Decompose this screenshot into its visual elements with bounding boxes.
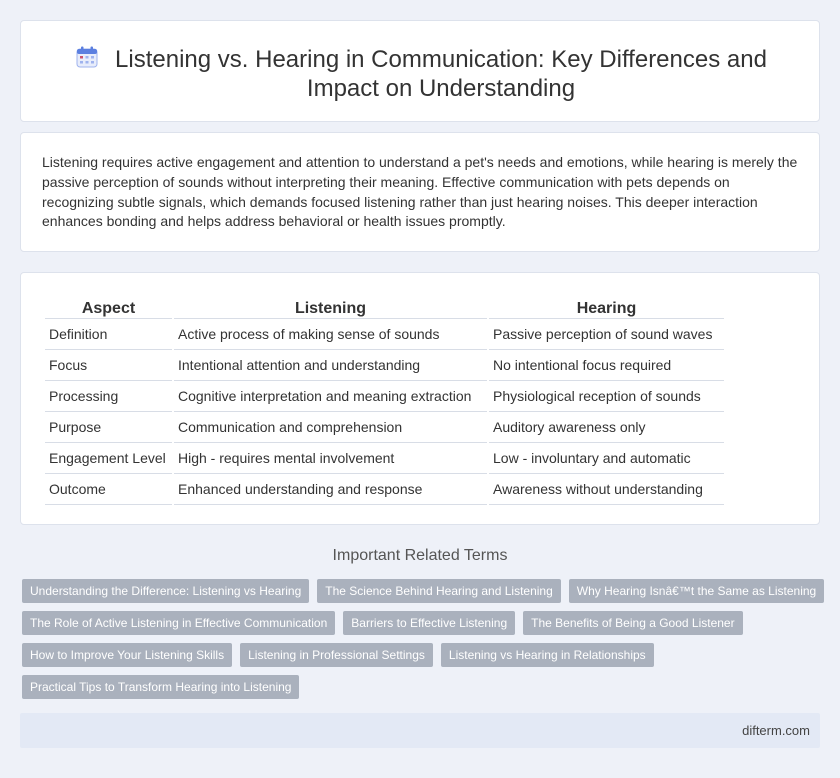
table-cell: Auditory awareness only <box>489 412 724 443</box>
tag-row <box>22 611 822 635</box>
related-terms-list <box>22 579 822 707</box>
tag-row <box>22 643 822 667</box>
table-cell: Focus <box>45 350 172 381</box>
comparison-table <box>43 295 726 505</box>
related-term-link[interactable]: Practical Tips to Transform Hearing into Listening <box>22 675 299 699</box>
footer-site-name: difterm.com <box>742 723 810 738</box>
related-terms-heading: Important Related Terms <box>332 547 508 564</box>
table-cell: Definition <box>45 319 172 350</box>
table-cell: High - requires mental involvement <box>174 443 487 474</box>
table-row <box>45 381 724 412</box>
table-cell: Physiological reception of sounds <box>489 381 724 412</box>
related-term-link[interactable]: How to Improve Your Listening Skills <box>22 643 232 667</box>
table-cell: Passive perception of sound waves <box>489 319 724 350</box>
table-row <box>45 350 724 381</box>
related-term-link[interactable]: Listening vs Hearing in Relationships <box>441 643 654 667</box>
related-term-link[interactable]: The Science Behind Hearing and Listening <box>317 579 560 603</box>
header-aspect: Aspect <box>45 295 172 319</box>
footer <box>20 713 820 748</box>
table-cell: Engagement Level <box>45 443 172 474</box>
table-cell: Communication and comprehension <box>174 412 487 443</box>
related-term-link[interactable]: The Benefits of Being a Good Listener <box>523 611 742 635</box>
table-cell: Cognitive interpretation and meaning extraction <box>174 381 487 412</box>
table-row <box>45 319 724 350</box>
related-term-link[interactable]: The Role of Active Listening in Effective Communication <box>22 611 335 635</box>
table-cell: Purpose <box>45 412 172 443</box>
related-term-link[interactable]: Barriers to Effective Listening <box>343 611 515 635</box>
title-card <box>20 20 820 122</box>
table-header-row <box>45 295 724 319</box>
table-cell: Processing <box>45 381 172 412</box>
related-term-link[interactable]: Listening in Professional Settings <box>240 643 433 667</box>
intro-paragraph: Listening requires active engagement and attention to understand a pet's needs and emotions, while hearing is merely the passive perception of sounds without interpreting their meaning. Effective communication with pets depends on recognizing subtle signals, which demands focused listening rather than just hearing noises. This deeper interaction enhances bonding and helps address behavioral or health issues promptly. <box>42 154 798 230</box>
comparison-card <box>20 272 820 525</box>
table-cell: Active process of making sense of sounds <box>174 319 487 350</box>
table-cell: Outcome <box>45 474 172 505</box>
table-row <box>45 443 724 474</box>
table-cell: No intentional focus required <box>489 350 724 381</box>
table-row <box>45 474 724 505</box>
table-cell: Enhanced understanding and response <box>174 474 487 505</box>
intro-card <box>20 132 820 252</box>
related-term-link[interactable]: Understanding the Difference: Listening vs Hearing <box>22 579 309 603</box>
table-cell: Awareness without understanding <box>489 474 724 505</box>
header-listening: Listening <box>174 295 487 319</box>
tag-row <box>22 579 822 603</box>
tag-row <box>22 675 822 699</box>
page-title: Listening vs. Hearing in Communication: Key Differences and Impact on Understanding <box>115 46 767 102</box>
table-cell: Low - involuntary and automatic <box>489 443 724 474</box>
header-hearing: Hearing <box>489 295 724 319</box>
table-cell: Intentional attention and understanding <box>174 350 487 381</box>
table-row <box>45 412 724 443</box>
related-term-link[interactable]: Why Hearing Isnâ€™t the Same as Listening <box>569 579 824 603</box>
